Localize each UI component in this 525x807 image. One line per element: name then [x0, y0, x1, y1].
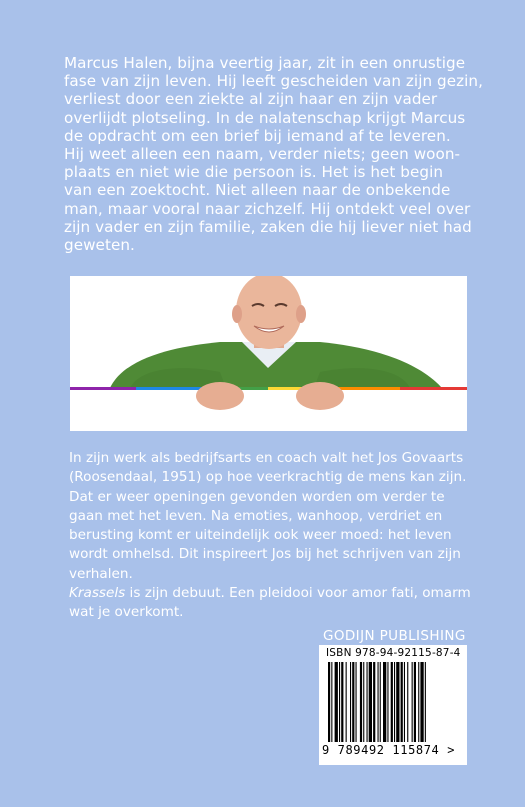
author-portrait-illustration	[70, 276, 467, 431]
synopsis-line: plaats en niet wie die persoon is. Het is het begin	[64, 163, 444, 182]
synopsis-line: de opdracht om een brief bij iemand af te leveren.	[64, 126, 451, 145]
synopsis-line: van een zoektocht. Niet alleen naar de onbekende	[64, 181, 451, 200]
barcode-bar	[328, 662, 330, 742]
barcode-bar	[420, 662, 423, 742]
barcode-bar	[373, 662, 375, 742]
isbn-label: ISBN 978-94-92115-87-4	[326, 647, 461, 659]
barcode-bar	[394, 662, 395, 742]
barcode-bar	[414, 662, 416, 742]
bio-line-rest: is zijn debuut. Een pleidooi voor amor fati, omarm	[125, 585, 471, 602]
synopsis-text	[64, 54, 482, 254]
author-bio	[69, 449, 479, 623]
barcode-bar	[363, 662, 364, 742]
isbn-barcode	[319, 645, 467, 765]
barcode-bar	[339, 662, 340, 742]
barcode-bar	[369, 662, 372, 742]
barcode-bar	[331, 662, 332, 742]
synopsis-line: Marcus Halen, bijna veertig jaar, zit in een onrustige	[64, 54, 466, 72]
bio-line	[69, 584, 479, 603]
barcode-bar	[391, 662, 393, 742]
barcode-bar	[360, 662, 362, 742]
bio-line: berusting komt er uiteindelijk ook weer moed: het leven	[69, 527, 452, 544]
bio-line: wordt omhelsd. Dit inspireert Jos bij het schrijven van zijn	[69, 546, 461, 563]
synopsis-line: fase van zijn leven. Hij leeft gescheiden van zijn gezin,	[64, 72, 483, 91]
barcode-bar	[412, 662, 413, 742]
barcode-bar	[380, 662, 381, 742]
ean-digits: 9 789492 115874 >	[322, 743, 456, 757]
bio-line: (Roosendaal, 1951) op hoe veerkrachtig de mens kan zijn.	[69, 469, 467, 486]
synopsis-line: geweten.	[64, 236, 135, 255]
barcode-bar	[418, 662, 419, 742]
barcode-bar	[396, 662, 399, 742]
barcode-bar	[378, 662, 379, 742]
barcode-bar	[341, 662, 343, 742]
barcode-bar	[407, 662, 408, 742]
barcode-bar	[401, 662, 403, 742]
barcode-bar	[335, 662, 338, 742]
synopsis-line: Hij weet alleen een naam, verder niets; geen woon-	[64, 145, 461, 164]
barcode-bar	[404, 662, 405, 742]
book-title: Krassels	[69, 585, 126, 602]
barcode-bar	[356, 662, 357, 742]
barcode-bars	[328, 662, 458, 742]
barcode-bar	[367, 662, 368, 742]
bio-line: wat je overkomt.	[69, 604, 184, 621]
synopsis-line: zijn vader en zijn familie, zaken die hij liever niet had	[64, 217, 472, 236]
bio-line: verhalen.	[69, 565, 133, 582]
author-photo	[70, 276, 467, 431]
synopsis-line: verliest door een ziekte al zijn haar en zijn vader	[64, 90, 438, 109]
barcode-bar	[383, 662, 386, 742]
bio-line: gaan met het leven. Na emoties, wanhoop, verdriet en	[69, 507, 443, 524]
barcode-bar	[352, 662, 354, 742]
barcode-bar	[425, 662, 426, 742]
synopsis-line: overlijdt plotseling. In de nalatenschap krijgt Marcus	[64, 108, 466, 127]
publisher-name: GODIJN PUBLISHING	[323, 628, 466, 644]
bio-line: Dat er weer openingen gevonden worden om verder te	[69, 488, 445, 505]
barcode-bar	[350, 662, 351, 742]
bio-line: In zijn werk als bedrijfsarts en coach valt het Jos Govaarts	[69, 450, 464, 466]
synopsis-line: man, maar vooral naar zichzelf. Hij ontdekt veel over	[64, 199, 471, 218]
barcode-bar	[346, 662, 347, 742]
barcode-bar	[387, 662, 388, 742]
